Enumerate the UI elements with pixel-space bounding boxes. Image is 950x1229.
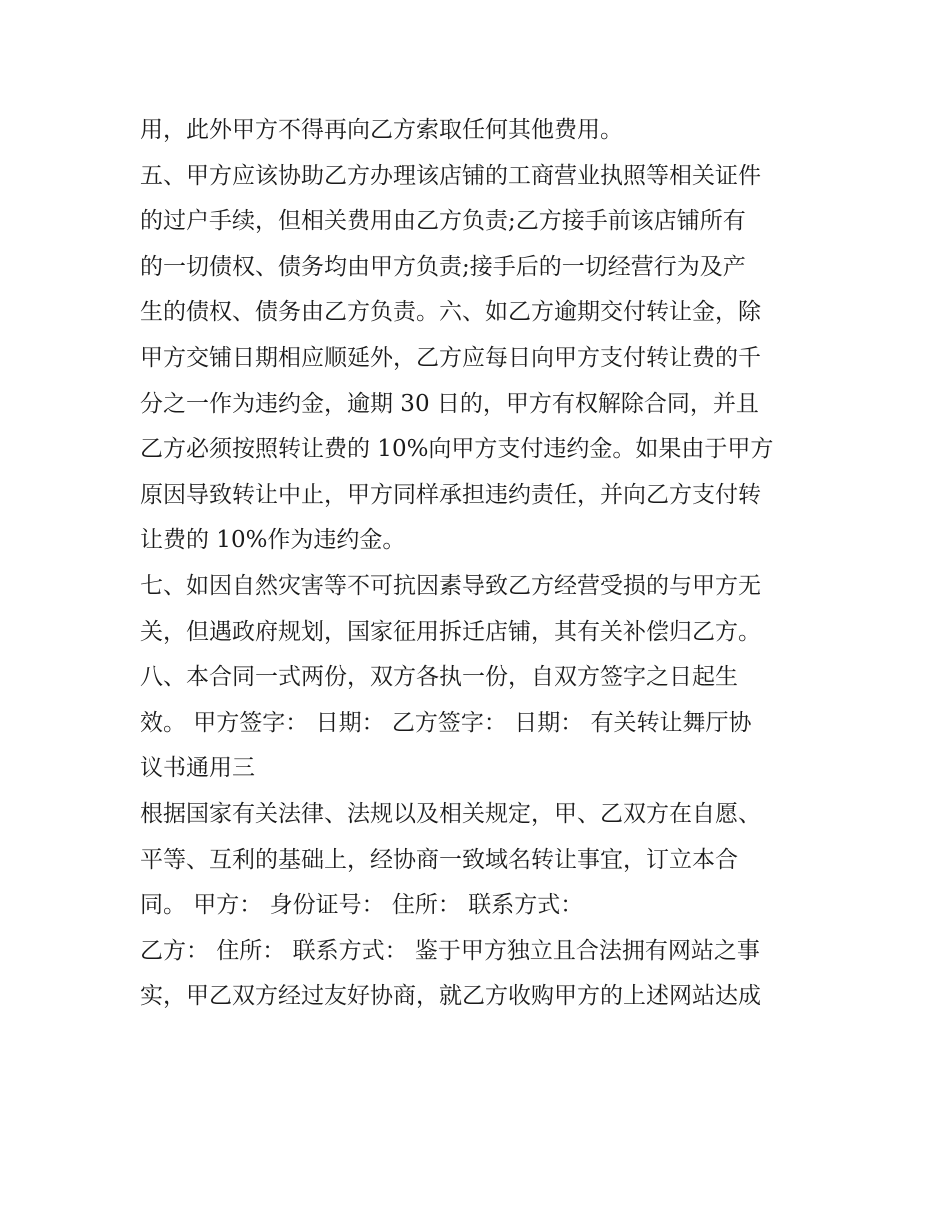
- text-line: 甲方交铺日期相应顺延外，乙方应每日向甲方支付转让费的千: [140, 344, 761, 371]
- text-line: 的一切债权、债务均由甲方负责;接手后的一切经营行为及产: [140, 253, 746, 280]
- text-line: 原因导致转让中止，甲方同样承担违约责任，并向乙方支付转: [140, 481, 761, 508]
- text-line: 乙方必须按照转让费的 10%向甲方支付违约金。如果由于甲方: [140, 436, 774, 463]
- text-line: 七、如因自然灾害等不可抗因素导致乙方经营受损的与甲方无: [140, 572, 761, 599]
- text-line: 实，甲乙双方经过友好协商，就乙方收购甲方的上述网站达成: [140, 983, 761, 1010]
- text-line: 分之一作为违约金，逾期 30 日的，甲方有权解除合同，并且: [140, 390, 759, 417]
- text-line: 关，但遇政府规划，国家征用拆迁店铺，其有关补偿归乙方。: [140, 618, 761, 645]
- text-line: 议书通用三: [140, 755, 255, 782]
- text-line: 同。 甲方： 身份证号： 住所： 联系方式：: [140, 892, 584, 919]
- text-line: 平等、互利的基础上，经协商一致域名转让事宜，订立本合: [140, 846, 738, 873]
- text-line: 五、甲方应该协助乙方办理该店铺的工商营业执照等相关证件: [140, 162, 761, 189]
- text-line: 让费的 10%作为违约金。: [140, 527, 406, 554]
- text-line: 的过户手续，但相关费用由乙方负责;乙方接手前该店铺所有: [140, 208, 746, 235]
- text-line: 用，此外甲方不得再向乙方索取任何其他费用。: [140, 117, 623, 143]
- text-line: 根据国家有关法律、法规以及相关规定，甲、乙双方在自愿、: [140, 800, 761, 827]
- document-body: [140, 108, 820, 1020]
- text-line: 效。 甲方签字： 日期： 乙方签字： 日期： 有关转让舞厅协: [140, 709, 752, 736]
- text-line: 生的债权、债务由乙方负责。六、如乙方逾期交付转让金，除: [140, 299, 761, 326]
- text-line: 八、本合同一式两份，双方各执一份，自双方签字之日起生: [140, 664, 738, 691]
- text-line: 乙方： 住所： 联系方式： 鉴于甲方独立且合法拥有网站之事: [140, 937, 760, 964]
